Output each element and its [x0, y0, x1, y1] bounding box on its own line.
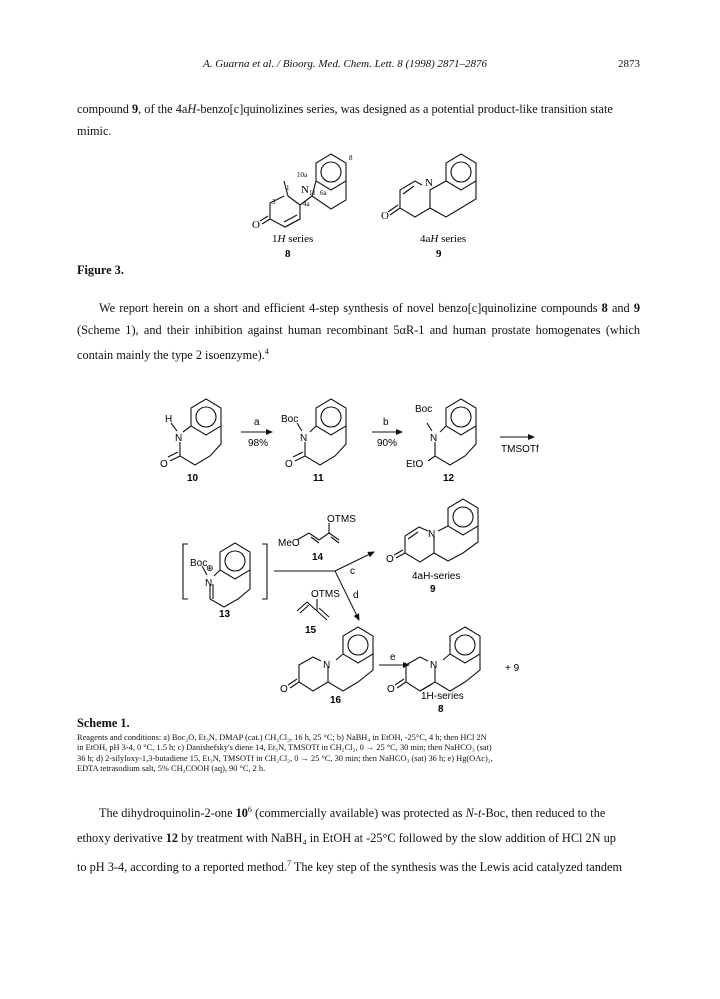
compound-9-scheme-structure: [394, 499, 478, 562]
atom-o-10: O: [160, 459, 168, 470]
compound-number-13: 13: [219, 609, 231, 620]
atom-n-11: N: [300, 433, 308, 444]
compound-10-structure: [168, 399, 221, 465]
arrow-label-b: b: [383, 417, 389, 428]
atom-o-8s: O: [387, 684, 395, 695]
page-number: 2873: [618, 58, 640, 70]
series-label-4ah-scheme: 4aH-series: [412, 571, 461, 582]
compound-number-10: 10: [187, 473, 199, 484]
atom-n-9: N: [425, 177, 433, 189]
arrow-label-d: d: [353, 590, 359, 601]
conditions-line-4: EDTA tetrasodium salt, 5% CH₃COOH (aq), 90 °C, 2 h.: [77, 764, 266, 774]
atom-n-9s: N: [428, 529, 436, 540]
atom-label-8: 8: [349, 154, 353, 162]
boc-label-12: Boc: [415, 404, 433, 415]
atom-n-12: N: [430, 433, 438, 444]
compound-16-structure: [288, 627, 373, 691]
compound-number-9: 9: [436, 248, 442, 260]
atom-o-9: O: [381, 210, 389, 222]
atom-label-10a: 10a: [297, 171, 308, 179]
series-label-4ah: 4aH series: [420, 233, 467, 245]
plus-9-label: + 9: [505, 663, 520, 674]
yield-b: 90%: [377, 438, 398, 449]
para2-line-3: to pH 3-4, according to a reported method.$^7$ The key step of the synthesis was the Lewis acid catalyzed tandem: [77, 859, 623, 875]
atom-n-8s: N: [430, 660, 438, 671]
boc-label-11: Boc: [281, 414, 299, 425]
atom-label-1: 1: [286, 184, 290, 192]
compound-number-12: 12: [443, 473, 455, 484]
compound-12-structure: [427, 399, 476, 465]
atom-label-n: N: [301, 184, 309, 196]
atom-o-9s: O: [386, 554, 394, 565]
conditions-line-2: in EtOH, pH 3-4, 0 °C, 1.5 h; c) Danishefsky's diene 14, Et₃N, TMSOTf in CH₂Cl₂, 0 → 25 °C, 30 min; then NaHCO₃ (sat): [77, 743, 492, 753]
atom-label-3: 3: [272, 198, 276, 206]
compound-15-structure: [297, 599, 329, 620]
eto-label-12: EtO: [406, 459, 424, 470]
atom-label-o: O: [252, 219, 260, 231]
figure-3-caption: Figure 3.: [77, 263, 124, 277]
arrow-label-e: e: [390, 652, 396, 663]
otms-label-14: OTMS: [327, 514, 356, 525]
arrow-label-a: a: [254, 417, 260, 428]
atom-label-4a: 4a: [303, 200, 310, 208]
compound-number-9-scheme: 9: [430, 584, 436, 595]
reagent-tmsotf: TMSOTf: [501, 444, 539, 455]
atom-o-16: O: [280, 684, 288, 695]
conditions-line-3: 36 h; d) 2-silyloxy-1,3-butadiene 15, Et₃N, TMSOTf in CH₂Cl₂, 0 → 25 °C, 30 min; then NaHCO₃ (sat) 36 h; e) Hg(OAc)₂,: [77, 753, 493, 763]
compound-number-8-scheme: 8: [438, 704, 444, 715]
compound-number-11: 11: [313, 473, 324, 484]
conditions-line-1: Reagents and conditions: a) Boc₂O, Et₃N, DMAP (cat.) CH₂Cl₂, 16 h, 25 °C; b) NaBH₄ in EtOH, -25°C, 4 h; then HCl 2N: [77, 733, 487, 742]
compound-14-structure: [297, 523, 339, 543]
paragraph-1: We report herein on a short and efficient 4-step synthesis of novel benzo[c]quinolizine compounds 8 and 9 (Scheme 1), and their inhibition against human recombinant 5αR-1 and human prostate homogenates (which contain mainly the type 2 isoenzyme).$^4$: [77, 301, 640, 363]
series-label-1h-scheme: 1H-series: [421, 691, 464, 702]
compound-8-scheme-structure: [395, 627, 480, 691]
otms-label-15: OTMS: [311, 589, 340, 600]
intro-line-1: compound 9, of the 4aH-benzo[c]quinolizines series, was designed as a potential product-like transition state: [77, 102, 613, 116]
meo-label-14: MeO: [278, 538, 300, 549]
compound-13-structure: [183, 543, 267, 607]
para2-line-1: The dihydroquinolin-2-one $10^6$ (commercially available) was protected as N-t-Boc, then reduced to the: [99, 805, 606, 821]
compound-number-8: 8: [285, 248, 291, 260]
series-label-1h: 1H series: [272, 233, 314, 245]
atom-n-16: N: [323, 660, 331, 671]
atom-h-10: H: [165, 414, 173, 425]
atom-label-6a: 6a: [320, 189, 327, 197]
atom-n-10: N: [175, 433, 183, 444]
atom-o-11: O: [285, 459, 293, 470]
charge-plus-13: ⊕: [206, 563, 214, 573]
atom-label-11: 11: [309, 189, 316, 197]
compound-11-structure: [293, 399, 346, 465]
yield-a: 98%: [248, 438, 269, 449]
atom-n-13: N: [205, 578, 213, 589]
journal-citation: A. Guarna et al. / Bioorg. Med. Chem. Lett. 8 (1998) 2871–2876: [203, 58, 488, 70]
compound-number-14: 14: [312, 552, 324, 563]
para2-line-2: ethoxy derivative 12 by treatment with NaBH₄ in EtOH at -25°C followed by the slow addition of HCl 2N up: [77, 831, 616, 846]
compound-8-atom-labels: [252, 154, 353, 231]
intro-line-2: mimic.: [77, 124, 112, 138]
compound-number-16: 16: [330, 695, 342, 706]
scheme-1-caption: Scheme 1.: [77, 716, 130, 730]
boc-label-13: Boc: [190, 558, 208, 569]
arrow-label-c: c: [350, 566, 355, 577]
compound-number-15: 15: [305, 625, 317, 636]
